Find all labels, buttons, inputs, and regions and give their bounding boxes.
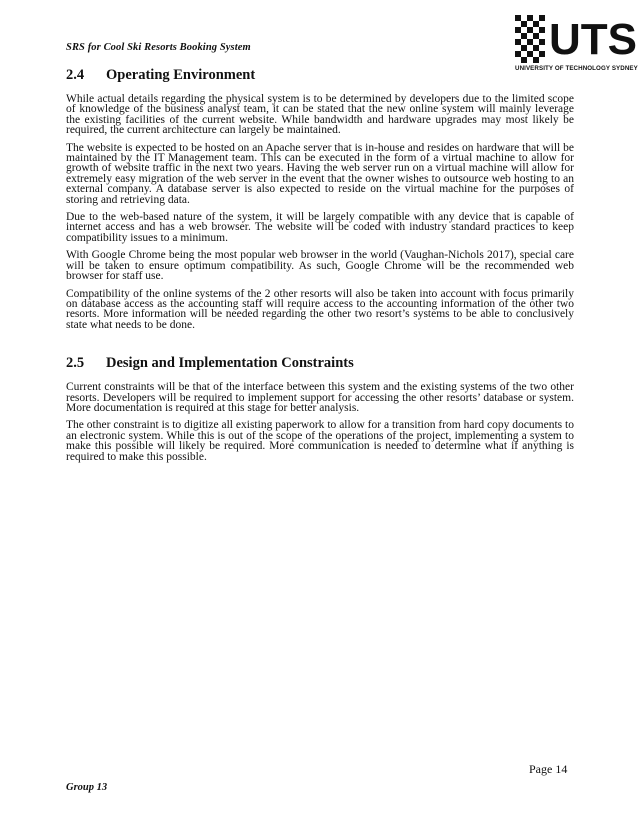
header-title: SRS for Cool Ski Resorts Booking System	[66, 42, 251, 53]
section-heading	[66, 354, 574, 372]
paragraph: The website is expected to be hosted on an Apache server that is in-house and resides on hardware that will be maintained by the IT Management team. This can be executed in the form of a virtual machine to allow for growth of website traffic in the next two years. Having the web server run on a virtual machine will allow for extremely easy migration of the web server in the event that the owner wishes to outsource web hosting to an external company. A database server is also expected to reside on the virtual machine for the purposes of storing and retrieving data.	[66, 141, 574, 206]
section-number: 2.4	[66, 67, 85, 83]
section-title: Design and Implementation Constraints	[106, 355, 354, 372]
group-label: Group 13	[66, 782, 108, 793]
section-design-constraints	[66, 354, 574, 462]
paragraph: The other constraint is to digitize all existing paperwork to allow for a transition from hard copy documents to an electronic system. While this is out of the scope of the operations of the project, implementing a system to make this possible will likely be required. More communication is needed to determine what if anything is required to make this possible.	[66, 419, 574, 463]
paragraph: With Google Chrome being the most popular web browser in the world (Vaughan-Nichols 2017), special care will be taken to ensure optimum compatibility. As such, Google Chrome will be the recommended web browser for staff use.	[66, 249, 574, 283]
document-body	[66, 66, 574, 469]
section-operating-environment	[66, 66, 574, 330]
uts-logo-word: UTS	[549, 15, 637, 64]
section-heading	[66, 66, 574, 84]
paragraph: Current constraints will be that of the interface between this system and the existing systems of the two other resorts. Developers will be required to implement support for accessing the other resorts’ database or system. More documentation is required at this stage for better analysis.	[66, 381, 574, 414]
paragraph: Compatibility of the online systems of the 2 other resorts will also be taken into account with focus primarily on database access as the accounting staff will require access to the accounting information of the other two resorts. More information will be needed regarding the other two resort’s systems to be able to conclusively state what needs to be done.	[66, 287, 574, 331]
section-title: Operating Environment	[106, 67, 256, 83]
uts-logo-mark-icon	[515, 15, 547, 63]
paragraph: While actual details regarding the physical system is to be determined by developers due to the limited scope of knowledge of the business analyst team, it can be stated that the new online system will mainly leverage the existing facilities of the current website. While bandwidth and hardware upgrades may most likely be required, the current architecture can largely be maintained.	[66, 93, 574, 137]
page-number: Page 14	[529, 762, 568, 776]
paragraph: Due to the web-based nature of the system, it will be largely compatible with any device that is capable of internet access and has a web browser. The website will be coded with industry standard practices to keep compatibility issues to a minimum.	[66, 211, 574, 244]
section-number: 2.5	[66, 355, 85, 372]
uts-logo-subtext: UNIVERSITY OF TECHNOLOGY SYDNEY	[515, 65, 638, 72]
